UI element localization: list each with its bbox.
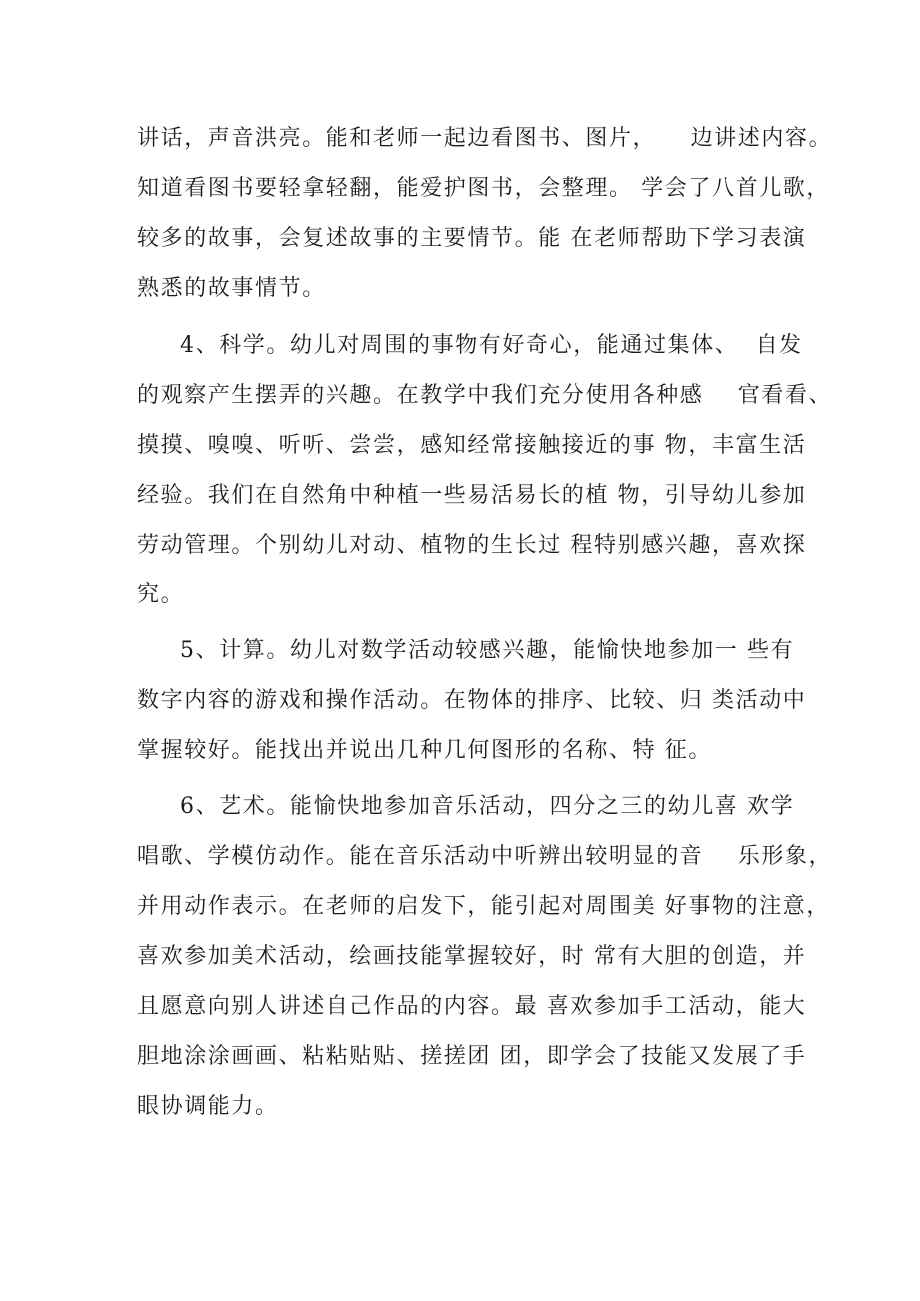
text-line: 的观察产生摆弄的兴趣。在教学中我们充分使用各种感 官看看、 — [137, 383, 833, 408]
text-line: 劳动管理。个别幼儿对动、植物的生长过 程特别感兴趣，喜欢探 — [137, 533, 807, 558]
text-line: 数字内容的游戏和操作活动。在物体的排序、比较、归 类活动中 — [137, 688, 807, 713]
text-line: 究。 — [137, 582, 185, 607]
text-line: 知道看图书要轻拿轻翻，能爱护图书，会整理。 学会了八首儿歌， — [137, 176, 830, 201]
text-line: 掌握较好。能找出并说出几种几何图形的名称、特 征。 — [137, 738, 712, 763]
text-line: 胆地涂涂画画、粘粘贴贴、搓搓团 团，即学会了技能又发展了手 — [137, 1044, 807, 1069]
text-line: 且愿意向别人讲述自己作品的内容。最 喜欢参加手工活动，能大 — [137, 994, 807, 1019]
text-line: 摸摸、嗅嗅、听听、尝尝，感知经常接触接近的事 物，丰富生活 — [137, 433, 807, 458]
text-line: 喜欢参加美术活动，绘画技能掌握较好，时 常有大胆的创造，并 — [137, 944, 807, 969]
text-line: 较多的故事，会复述故事的主要情节。能 在老师帮助下学习表演 — [137, 226, 807, 251]
text-line: 唱歌、学模仿动作。能在音乐活动中听辨出较明显的音 乐形象， — [137, 844, 833, 869]
text-line: 眼协调能力。 — [137, 1094, 279, 1119]
text-line: 4、科学。幼儿对周围的事物有好奇心，能通过集体、 自发 — [180, 333, 803, 358]
text-line: 6、艺术。能愉快地参加音乐活动，四分之三的幼儿喜 欢学 — [180, 794, 795, 819]
text-line: 经验。我们在自然角中种植一些易活易长的植 物，引导幼儿参加 — [137, 483, 807, 508]
text-line: 5、计算。幼儿对数学活动较感兴趣，能愉快地参加一 些有 — [180, 638, 795, 663]
text-line: 并用动作表示。在老师的启发下，能引起对周围美 好事物的注意， — [137, 894, 830, 919]
text-line: 熟悉的故事情节。 — [137, 276, 326, 301]
text-line: 讲话，声音洪亮。能和老师一起边看图书、图片， 边讲述内容。 — [137, 126, 833, 151]
